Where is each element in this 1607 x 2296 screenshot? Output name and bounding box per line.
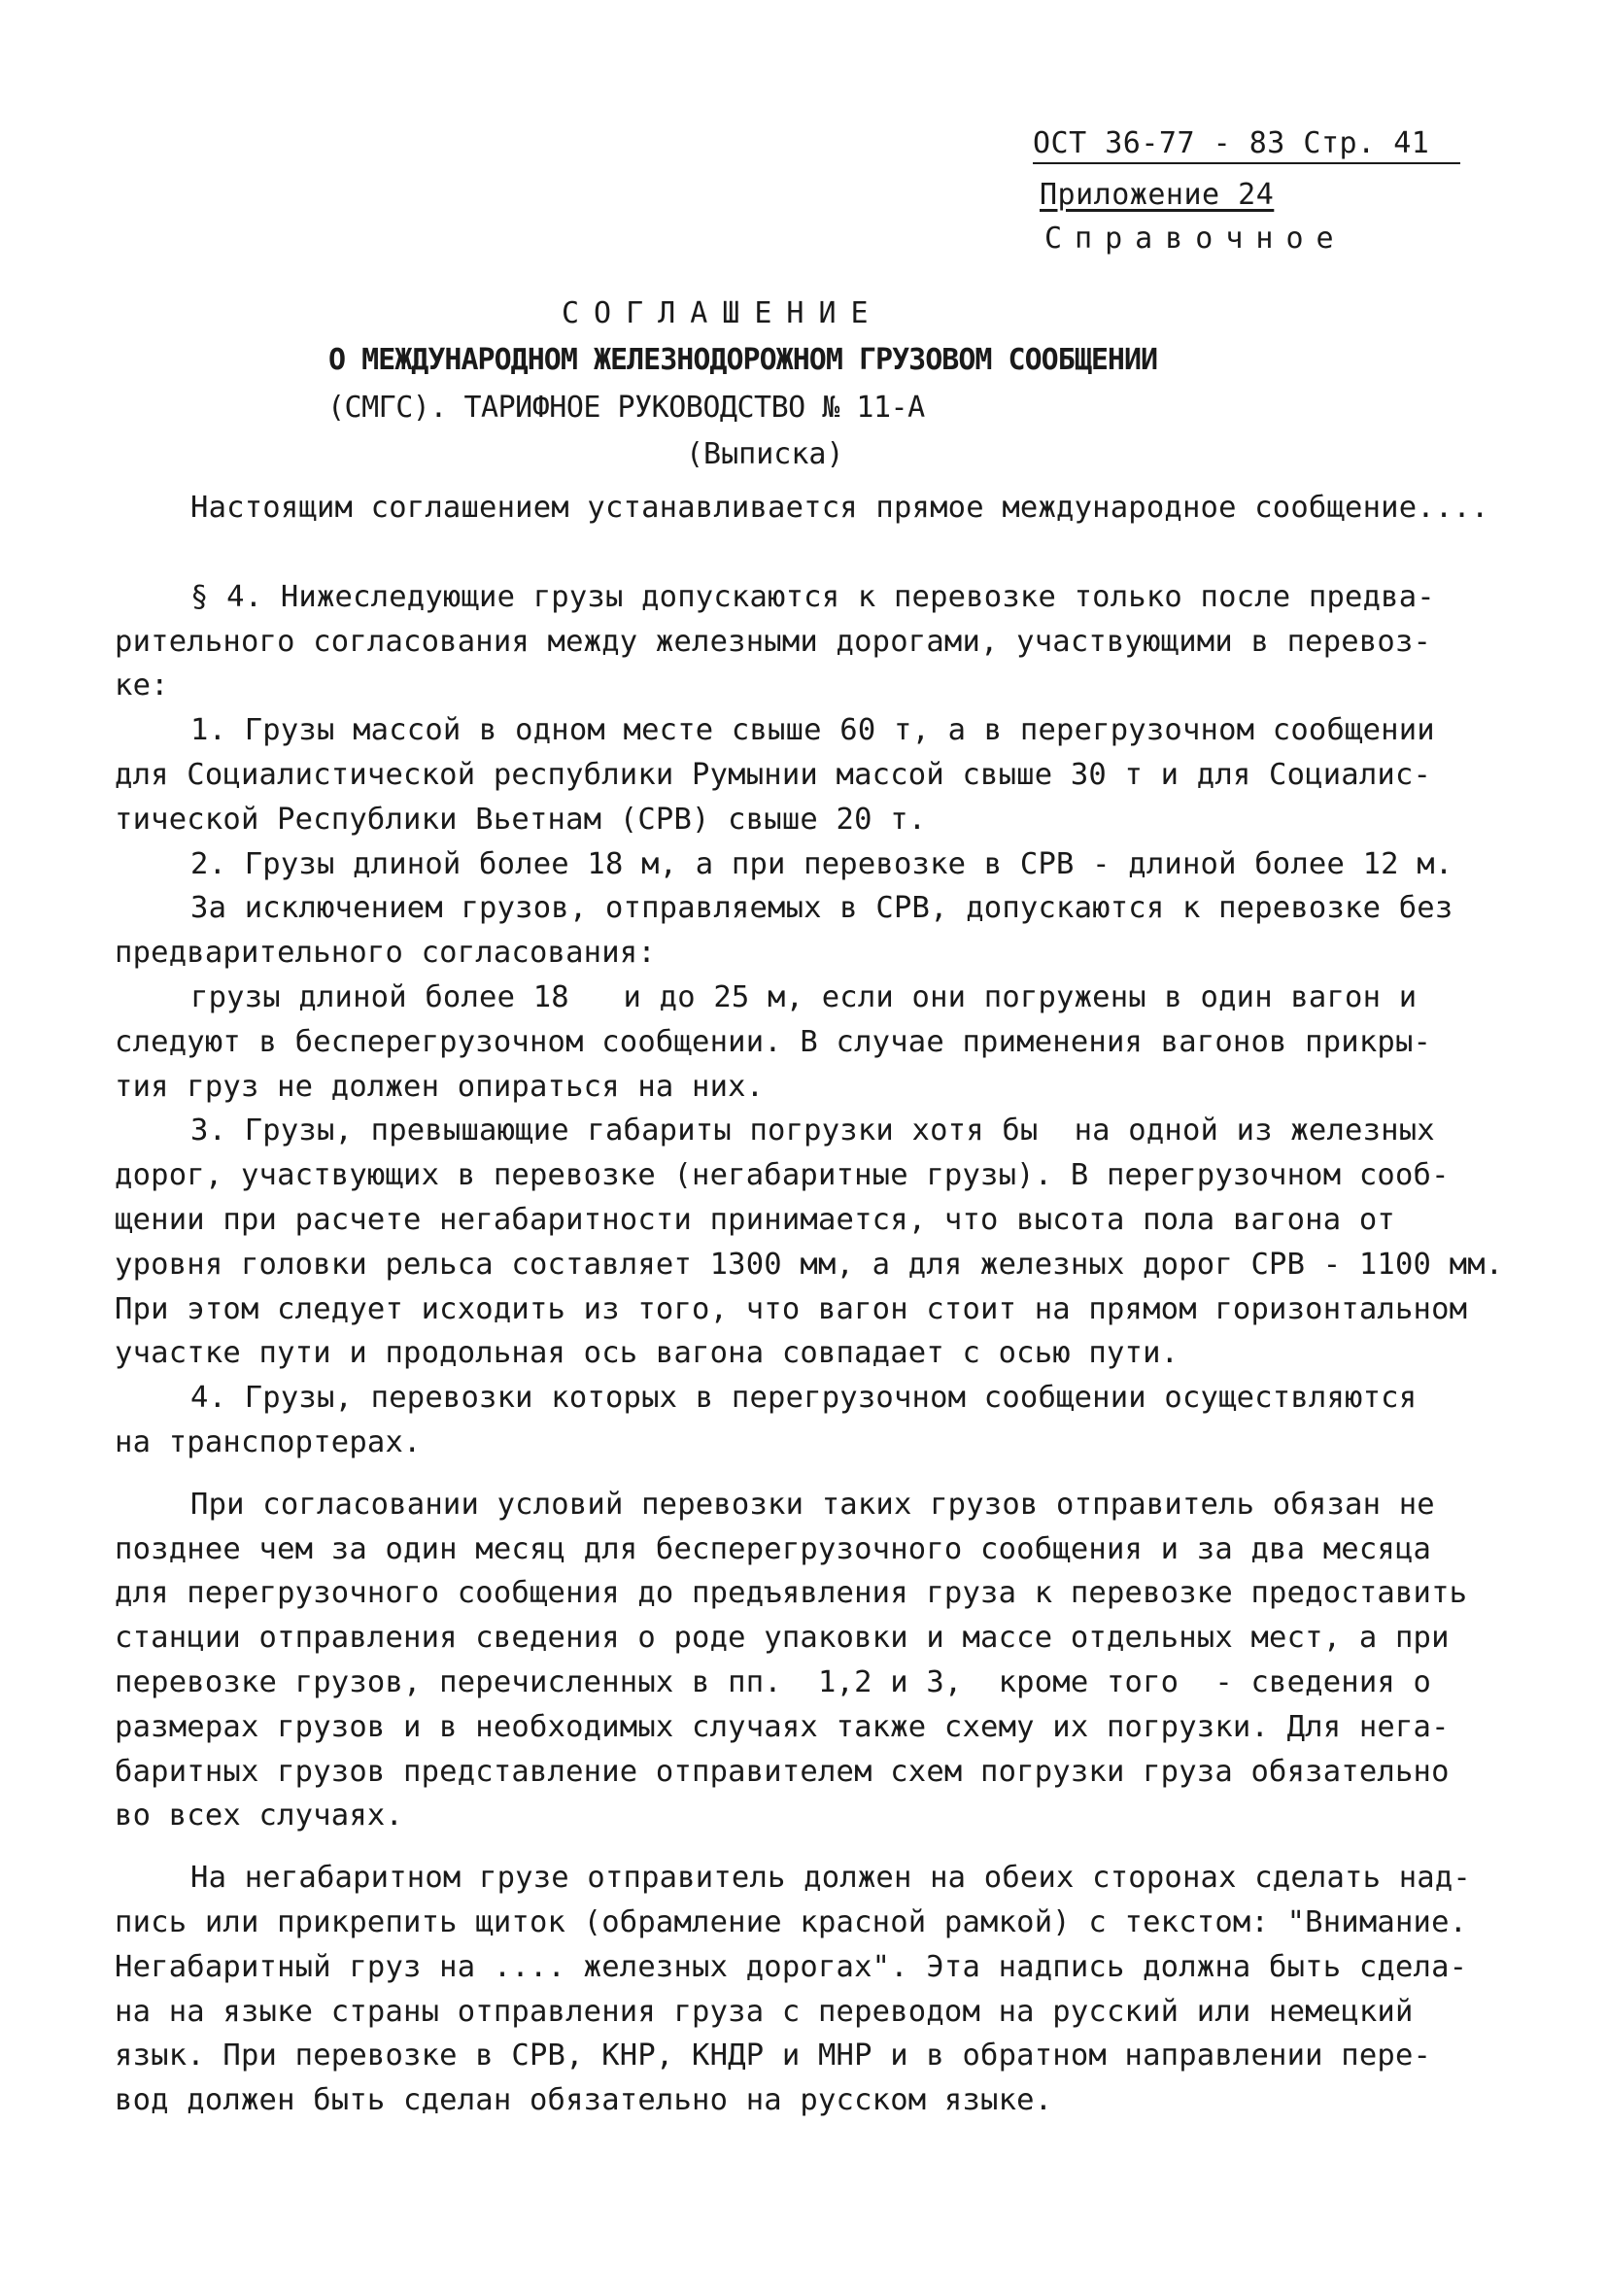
text-line: уровня головки рельса составляет 1300 мм, а для железных дорог СРВ - 1100 мм. xyxy=(115,1247,1504,1282)
text-line: 2. Грузы длиной более 18 м, а при перевозке в СРВ - длиной более 12 м. xyxy=(190,846,1453,881)
text-line: тической Республики Вьетнам (СРВ) свыше 20 т. xyxy=(115,802,927,837)
item-3-paragraph xyxy=(115,1109,1514,1376)
item-1-paragraph xyxy=(115,708,1514,841)
section-4-paragraph xyxy=(115,575,1514,708)
text-line: За исключением грузов, отправляемых в СРВ, допускаются к перевозке без xyxy=(190,891,1453,926)
text-line: На негабаритном грузе отправитель должен на обеих сторонах сделать над- xyxy=(190,1861,1471,1896)
title-line-3: (СМГС). ТАРИФНОЕ РУКОВОДСТВО № 11-А xyxy=(327,391,925,425)
text-line: станции отправления сведения о роде упаковки и массе отдельных мест, а при xyxy=(115,1621,1450,1656)
text-line: 3. Грузы, превышающие габариты погрузки хотя бы на одной из железных xyxy=(190,1114,1435,1148)
title-line-4: (Выписка) xyxy=(686,437,844,471)
intro-paragraph xyxy=(115,486,1514,531)
intro-line: Настоящим соглашением устанавливается прямое международное сообщение.... xyxy=(190,491,1489,525)
long-cargo-paragraph xyxy=(115,976,1514,1109)
appendix-number: Приложение 24 xyxy=(1040,178,1275,212)
marking-paragraph xyxy=(115,1856,1514,2123)
text-line: перевозке грузов, перечисленных в пп. 1,2 и 3, кроме того - сведения о xyxy=(115,1664,1432,1699)
title-line-2: О МЕЖДУНАРОДНОМ ЖЕЛЕЗНОДОРОЖНОМ ГРУЗОВОМ СООБЩЕНИИ xyxy=(328,343,1158,377)
text-line: во всех случаях. xyxy=(115,1799,404,1833)
document-code: ОСТ 36-77 - 83 Стр. 41 xyxy=(1033,126,1460,164)
text-line: дорог, участвующих в перевозке (негабаритные грузы). В перегрузочном сооб- xyxy=(115,1158,1450,1193)
text-line: вод должен быть сделан обязательно на русском языке. xyxy=(115,2083,1053,2118)
text-line: тия груз не должен опираться на них. xyxy=(115,1069,765,1104)
item-4-paragraph xyxy=(115,1376,1514,1465)
body-text xyxy=(115,486,1514,2123)
text-line: на на языке страны отправления груза с переводом на русский или немецкий xyxy=(115,1994,1414,2029)
text-line: Негабаритный груз на .... железных дорогах". Эта надпись должна быть сдела- xyxy=(115,1949,1468,1984)
reference-label: Справочное xyxy=(1044,222,1347,256)
text-line: При согласовании условий перевозки таких грузов отправитель обязан не xyxy=(190,1487,1435,1522)
text-line: грузы длиной более 18 и до 25 м, если они погружены в один вагон и xyxy=(190,979,1418,1014)
text-line: пись или прикрепить щиток (обрамление красной рамкой) с текстом: "Внимание. xyxy=(115,1904,1468,1939)
text-line: § 4. Нижеследующие грузы допускаются к перевозке только после предва- xyxy=(190,579,1435,614)
text-line: для перегрузочного сообщения до предъявления груза к перевозке предоставить xyxy=(115,1576,1468,1611)
agreement-paragraph xyxy=(115,1483,1514,1838)
exception-paragraph xyxy=(115,886,1514,976)
text-line: для Социалистической республики Румынии массой свыше 30 т и для Социалис- xyxy=(115,757,1432,792)
text-line: на транспортерах. xyxy=(115,1424,422,1459)
text-line: 1. Грузы массой в одном месте свыше 60 т, а в перегрузочном сообщении xyxy=(190,713,1435,748)
text-line: следуют в бесперегрузочном сообщении. В случае применения вагонов прикры- xyxy=(115,1024,1432,1059)
item-2-paragraph xyxy=(115,842,1514,887)
text-line: предварительного согласования: xyxy=(115,936,656,971)
text-line: размерах грузов и в необходимых случаях также схему их погрузки. Для нега- xyxy=(115,1709,1450,1744)
text-line: щении при расчете негабаритности принимается, что высота пола вагона от xyxy=(115,1202,1395,1237)
text-line: участке пути и продольная ось вагона совпадает с осью пути. xyxy=(115,1336,1180,1371)
text-line: позднее чем за один месяц для бесперегрузочного сообщения и за два месяца xyxy=(115,1531,1432,1566)
text-line: рительного согласования между железными дорогами, участвующими в перевоз- xyxy=(115,624,1432,659)
text-line: баритных грузов представление отправителем схем погрузки груза обязательно xyxy=(115,1754,1450,1789)
text-line: При этом следует исходить из того, что вагон стоит на прямом горизонтальном xyxy=(115,1291,1468,1326)
text-line: 4. Грузы, перевозки которых в перегрузочном сообщении осуществляются xyxy=(190,1381,1418,1416)
text-line: язык. При перевозке в СРВ, КНР, КНДР и МНР и в обратном направлении пере- xyxy=(115,2039,1432,2073)
title-heading: СОГЛАШЕНИЕ xyxy=(562,296,883,330)
text-line: ке: xyxy=(115,668,169,703)
